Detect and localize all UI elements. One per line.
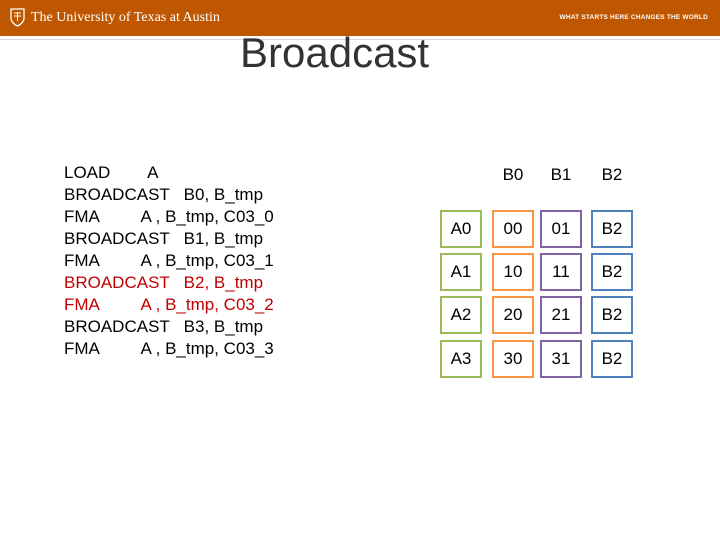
- code-listing: [64, 162, 274, 360]
- row-label-a0: A0: [440, 210, 482, 248]
- code-line: BROADCAST B2, B_tmp: [64, 273, 264, 292]
- matrix-cell: 30: [492, 340, 534, 378]
- matrix-cell: B2: [591, 253, 633, 291]
- matrix-cell: B2: [591, 296, 633, 334]
- code-line: BROADCAST B1, B_tmp: [64, 229, 264, 248]
- matrix-cell: B2: [591, 210, 633, 248]
- row-label-a1: A1: [440, 253, 482, 291]
- tagline: WHAT STARTS HERE CHANGES THE WORLD: [559, 14, 708, 21]
- matrix-cell: B2: [591, 340, 633, 378]
- code-line: BROADCAST B3, B_tmp: [64, 317, 264, 336]
- code-line: BROADCAST B0, B_tmp: [64, 185, 264, 204]
- ut-seal-icon: [10, 8, 25, 27]
- matrix-grid: [436, 156, 636, 384]
- matrix-cell: 00: [492, 210, 534, 248]
- column-header-b1: B1: [550, 165, 572, 184]
- matrix-cell: 21: [540, 296, 582, 334]
- matrix-cell: 31: [540, 340, 582, 378]
- row-label-a2: A2: [440, 296, 482, 334]
- column-header-b2: B2: [601, 165, 623, 184]
- matrix-cell: 10: [492, 253, 534, 291]
- code-line: FMA A , B_tmp, C03_1: [64, 251, 274, 270]
- code-line: FMA A , B_tmp, C03_2: [64, 295, 274, 314]
- column-header-b0: B0: [502, 165, 524, 184]
- code-line: FMA A , B_tmp, C03_3: [64, 339, 274, 358]
- slide-title: Broadcast: [240, 29, 430, 76]
- university-name[interactable]: The University of Texas at Austin: [31, 10, 220, 25]
- row-label-a3: A3: [440, 340, 482, 378]
- code-line: FMA A , B_tmp, C03_0: [64, 207, 274, 226]
- matrix-cell: 11: [540, 253, 582, 291]
- code-line: LOAD A: [64, 163, 159, 182]
- matrix-cell: 01: [540, 210, 582, 248]
- matrix-cell: 20: [492, 296, 534, 334]
